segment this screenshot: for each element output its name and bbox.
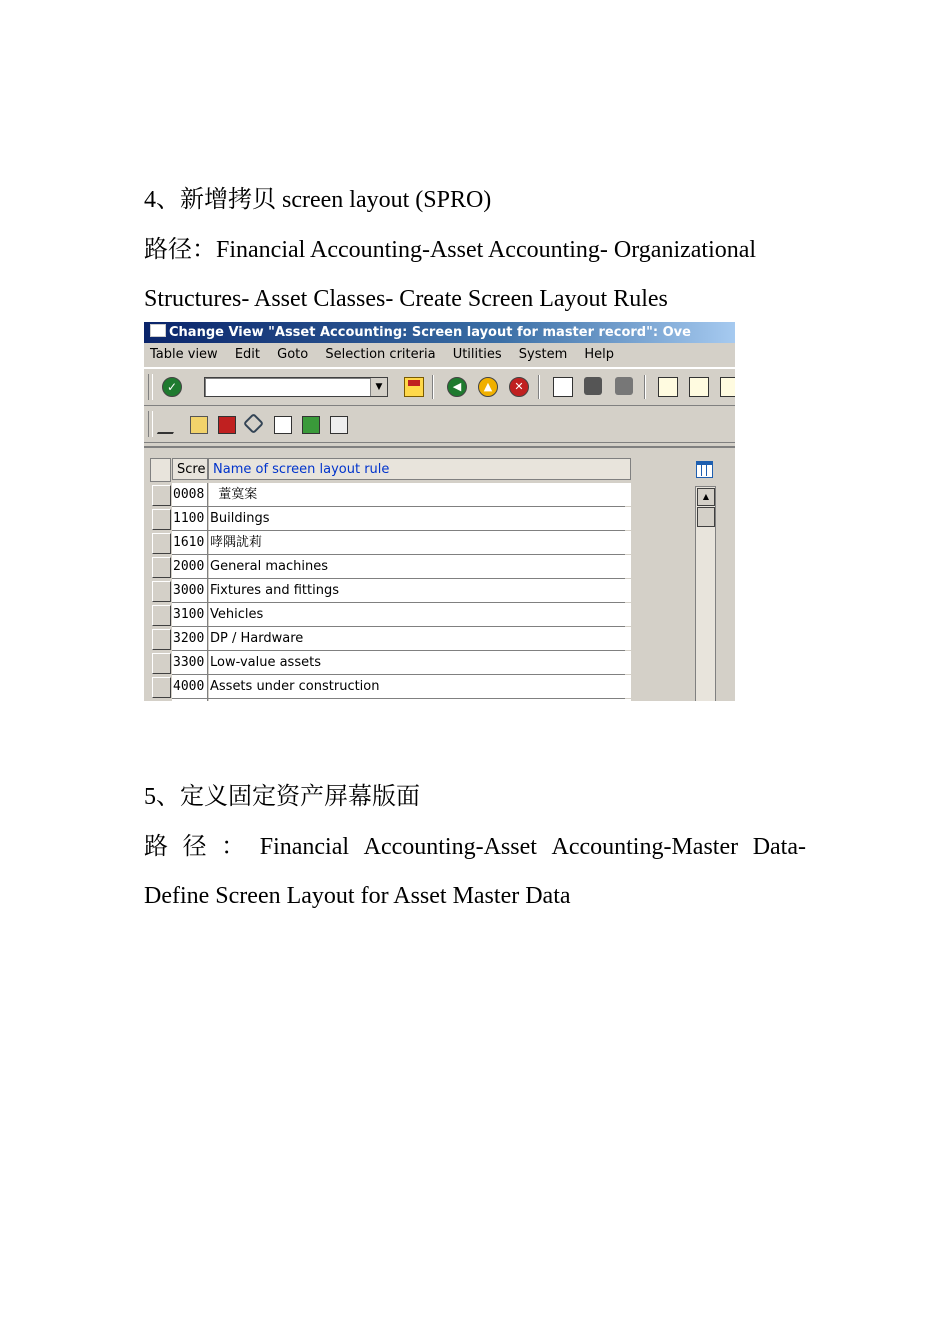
select-all-column-header[interactable]: [150, 458, 171, 482]
column-settings-icon[interactable]: [695, 460, 713, 478]
menu-goto[interactable]: Goto: [277, 347, 309, 362]
row-divider: [172, 650, 625, 651]
command-field[interactable]: [204, 377, 388, 397]
menu-edit[interactable]: Edit: [234, 347, 261, 362]
find-next-icon[interactable]: [615, 377, 633, 395]
copy-icon[interactable]: [190, 416, 208, 434]
path-word: ：: [221, 834, 246, 860]
enter-icon[interactable]: ✓: [162, 377, 182, 397]
menu-bar: [144, 343, 735, 368]
delete-icon[interactable]: [218, 416, 236, 434]
path-word: 路: [144, 834, 168, 860]
undo-icon[interactable]: [243, 413, 264, 434]
menu-table-view[interactable]: Table view: [150, 347, 218, 362]
sap-screenshot: [144, 322, 735, 701]
row-divider: [172, 626, 625, 627]
path-word: 径: [182, 834, 207, 860]
row-selector[interactable]: [152, 509, 171, 530]
scroll-thumb[interactable]: [697, 507, 715, 527]
row-name: DP / Hardware: [209, 627, 631, 650]
row-selector[interactable]: [152, 533, 171, 554]
vertical-scrollbar[interactable]: [695, 486, 716, 701]
row-name: General machines: [209, 555, 631, 578]
row-name: Fixtures and fittings: [209, 579, 631, 602]
row-code: 3200: [172, 627, 208, 650]
row-name: Assets under construction: [209, 675, 631, 698]
window-icon: [150, 324, 166, 337]
row-code: [172, 699, 208, 701]
section-5-path-line-1: [144, 833, 806, 861]
row-divider: [172, 530, 625, 531]
row-name: Buildings: [209, 507, 631, 530]
application-toolbar: [144, 406, 735, 443]
menu-system[interactable]: System: [518, 347, 568, 362]
row-selector[interactable]: [152, 629, 171, 650]
first-page-icon[interactable]: [658, 377, 678, 397]
path-word: Data-: [752, 834, 806, 860]
select-block-icon[interactable]: [302, 416, 320, 434]
cancel-icon[interactable]: ✕: [509, 377, 529, 397]
row-code: 2000: [172, 555, 208, 578]
print-icon[interactable]: [553, 377, 573, 397]
select-all-icon[interactable]: [274, 416, 292, 434]
previous-page-icon[interactable]: [689, 377, 709, 397]
toolbar-grip: [148, 374, 153, 400]
next-page-icon[interactable]: [720, 377, 735, 397]
display-change-icon[interactable]: [157, 416, 183, 434]
row-code: 4000: [172, 675, 208, 698]
toolbar-separator: [538, 375, 540, 399]
section-4-path-line-1: 路径：Financial Accounting-Asset Accounting- Organizational: [144, 237, 757, 263]
deselect-all-icon[interactable]: [330, 416, 348, 434]
row-name: [209, 699, 631, 701]
row-divider: [172, 602, 625, 603]
row-selector[interactable]: [152, 485, 171, 506]
row-selector[interactable]: [152, 653, 171, 674]
path-word: Accounting-Asset: [363, 834, 537, 860]
save-icon[interactable]: [404, 377, 424, 397]
row-divider: [172, 698, 625, 699]
path-word: Accounting-Master: [551, 834, 739, 860]
scroll-up-icon[interactable]: ▲: [697, 488, 715, 506]
exit-icon[interactable]: ▲: [478, 377, 498, 397]
path-word: Financial: [259, 834, 350, 860]
row-divider: [172, 554, 625, 555]
window-title: Change View "Asset Accounting: Screen layout for master record": Ove: [169, 325, 691, 340]
row-divider: [172, 506, 625, 507]
table-area: [144, 446, 735, 701]
column-header-name[interactable]: Name of screen layout rule: [208, 458, 631, 480]
column-header-code[interactable]: Scre: [172, 458, 208, 480]
menu-utilities[interactable]: Utilities: [452, 347, 502, 362]
chevron-down-icon[interactable]: ▼: [370, 378, 387, 396]
find-icon[interactable]: [584, 377, 602, 395]
row-code: 3100: [172, 603, 208, 626]
window-title-bar: [144, 322, 735, 343]
row-code: 1100: [172, 507, 208, 530]
section-5-heading: 5、定义固定资产屏幕版面: [144, 784, 420, 810]
row-name: Vehicles: [209, 603, 631, 626]
row-code: 1610: [172, 531, 208, 554]
row-selector[interactable]: [152, 557, 171, 578]
toolbar-separator: [644, 375, 646, 399]
menu-selection-criteria[interactable]: Selection criteria: [325, 347, 436, 362]
section-4-path-line-2: Structures- Asset Classes- Create Screen Layout Rules: [144, 286, 668, 312]
row-name: Low-value assets: [209, 651, 631, 674]
toolbar-grip: [148, 411, 153, 437]
row-divider: [172, 578, 625, 579]
row-code: 3000: [172, 579, 208, 602]
back-icon[interactable]: ◀: [447, 377, 467, 397]
row-selector[interactable]: [152, 605, 171, 626]
row-name: 哮隅訧莉: [209, 531, 631, 554]
menu-help[interactable]: Help: [584, 347, 615, 362]
row-code: 3300: [172, 651, 208, 674]
row-name: 蕫寞案: [209, 483, 631, 506]
row-divider: [172, 674, 625, 675]
row-selector[interactable]: [152, 581, 171, 602]
standard-toolbar: [144, 368, 735, 406]
toolbar-separator: [432, 375, 434, 399]
row-code: 0008: [172, 483, 208, 506]
row-selector[interactable]: [152, 677, 171, 698]
section-4-heading: 4、新增拷贝 screen layout (SPRO): [144, 187, 492, 213]
section-5-path-line-2: Define Screen Layout for Asset Master Data: [144, 883, 571, 909]
